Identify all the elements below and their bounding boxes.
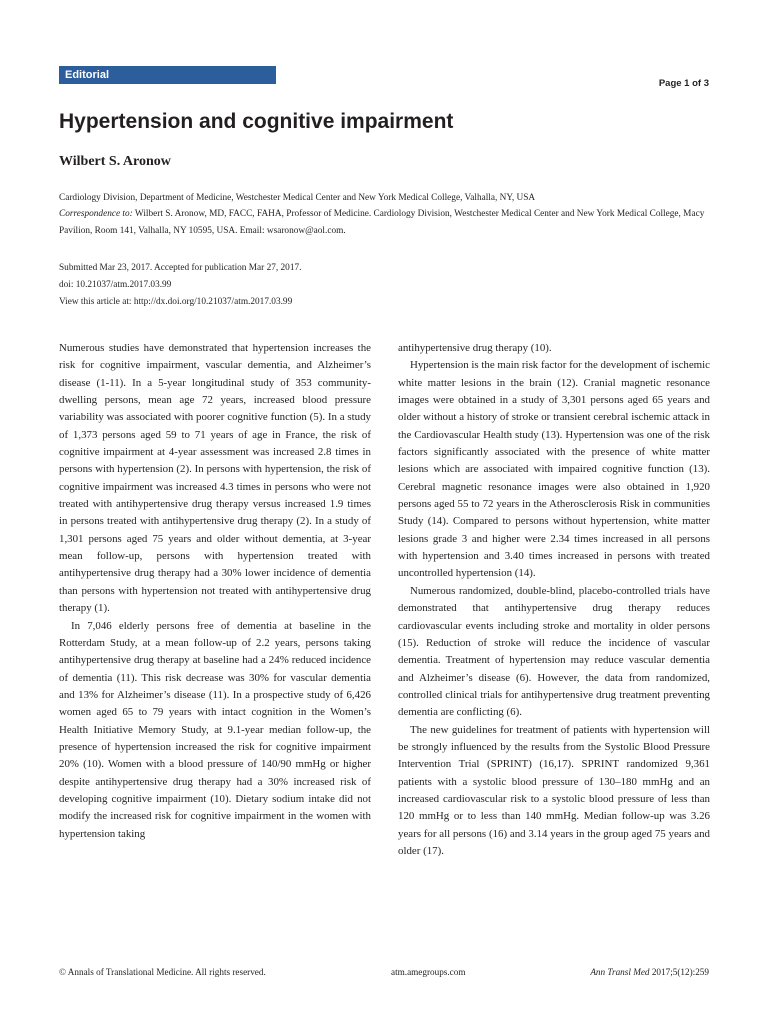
article-dates bbox=[59, 260, 711, 311]
correspondence bbox=[59, 206, 711, 240]
article-link[interactable]: View this article at: http://dx.doi.org/10.21037/atm.2017.03.99 bbox=[59, 297, 293, 307]
journal-abbrev: Ann Transl Med bbox=[590, 967, 650, 977]
author-name: Wilbert S. Aronow bbox=[59, 154, 171, 169]
paragraph: Numerous studies have demonstrated that hypertension increases the risk for cognitive impairment, vascular dementia, and Alzheimer’s disease (1-11). In a 5-year longitudinal study of 353 community-dwelling persons, mean age 72 years, increased blood pressure variability was associated with poorer cognitive function (5). In a study of 1,373 persons aged 59 to 71 years of age in France, the risk of cognitive impairment at 4-year assessment was increased 2.8 times in persons with hypertension (2). In persons with hypertension, the risk of cognitive impairment was increased 4.3 times in persons who were not treated with antihypertensive drug therapy versus increased 1.9 times in persons treated with antihypertensive drug therapy (2). In a study of 1,301 persons aged 75 years and older without dementia, at 3-year mean follow-up, persons with hypertension treated with antihypertensive drug therapy had a 30% lower incidence of dementia than persons with hypertension not treated with antihypertensive drug therapy (1). bbox=[59, 342, 371, 615]
correspondence-text: Wilbert S. Aronow, MD, FACC, FAHA, Professor of Medicine. Cardiology Division, Westchester Medical Center and New York Medical College, Macy Pavilion, Room 141, Valhalla, NY 10595, USA. Email: wsaronow@aol.com. bbox=[59, 209, 705, 236]
paragraph: antihypertensive drug therapy (10). bbox=[398, 342, 552, 354]
citation bbox=[590, 967, 709, 977]
correspondence-label: Correspondence to: bbox=[59, 209, 133, 219]
body-column-left bbox=[59, 340, 371, 843]
journal-website[interactable]: atm.amegroups.com bbox=[391, 967, 466, 977]
paragraph: In 7,046 elderly persons free of dementia at baseline in the Rotterdam Study, at a mean follow-up of 2.2 years, persons taking antihypertensive drug therapy at baseline had a 24% reduced incidence of dementia (11). This risk decrease was 30% for vascular dementia and 13% for Alzheimer’s disease (11). In a prospective study of 6,426 women aged 65 to 79 years with intact cognition in the Women’s Health Initiative Memory Study, at 9.1-year median follow-up, the presence of hypertension increased the risk for cognitive impairment 20% (10). Women with a blood pressure of 140/90 mmHg or higher despite antihypertensive drug therapy had a 30% increased risk of developing cognitive impairment (10). Dietary sodium intake did not modify the increased risk for cognitive impairment in the women with hypertension taking bbox=[59, 619, 371, 840]
paragraph: Hypertension is the main risk factor for the development of ischemic white matter lesions in the brain (12). Cranial magnetic resonance images were obtained in a study of 3,301 persons aged 65 years and older without a history of stroke or transient cerebral ischemic attack in the Cardiovascular Health study (13). Hypertension was one of the risk factors significantly associated with the presence of white matter lesions which are associated with impaired cognitive function (13). Cerebral magnetic resonance images were also obtained in 1,920 persons aged 55 to 72 years in the Atherosclerosis Risk in communities Study (14). Compared to persons without hypertension, white matter lesions grade 3 and higher were 2.34 times increased in all persons with hypertension and 3.40 times increased in persons with treated uncontrolled hypertension (14). bbox=[398, 359, 711, 580]
body-column-right bbox=[398, 340, 710, 860]
copyright: © Annals of Translational Medicine. All rights reserved. bbox=[59, 967, 266, 977]
paragraph: Numerous randomized, double-blind, placebo-controlled trials have demonstrated that antihypertensive drug therapy reduces cardiovascular events including stroke and mortality in older persons (15). Reduction of stroke will reduce the incidence of vascular dementia. Treatment of hypertension may reduce vascular dementia and Alzheimer’s disease (6). However, the data from randomized, controlled clinical trials for antihypertensive drug treatment preventing dementia are conflicting (6). bbox=[398, 584, 710, 719]
page-number: Page 1 of 3 bbox=[658, 78, 709, 89]
article-title: Hypertension and cognitive impairment bbox=[59, 110, 454, 133]
doi: doi: 10.21037/atm.2017.03.99 bbox=[59, 280, 172, 290]
submission-dates: Submitted Mar 23, 2017. Accepted for publication Mar 27, 2017. bbox=[59, 263, 302, 273]
paragraph: The new guidelines for treatment of patients with hypertension will be strongly influenced by the results from the Systolic Blood Pressure Intervention Trial (SPRINT) (16,17). SPRINT randomized 9,361 patients with a systolic blood pressure of 130–180 mmHg and an increased cardiovascular risk to a systolic blood pressure of less than 120 mmHg or to less than 140 mmHg. Median follow-up was 3.26 years for all persons (16) and 3.14 years in the group aged 75 years and older (17). bbox=[398, 723, 710, 857]
section-label: Editorial bbox=[59, 66, 276, 84]
citation-text: 2017;5(12):259 bbox=[649, 967, 709, 977]
affiliation: Cardiology Division, Department of Medicine, Westchester Medical Center and New York Medical College, Valhalla, NY, USA bbox=[59, 193, 536, 203]
